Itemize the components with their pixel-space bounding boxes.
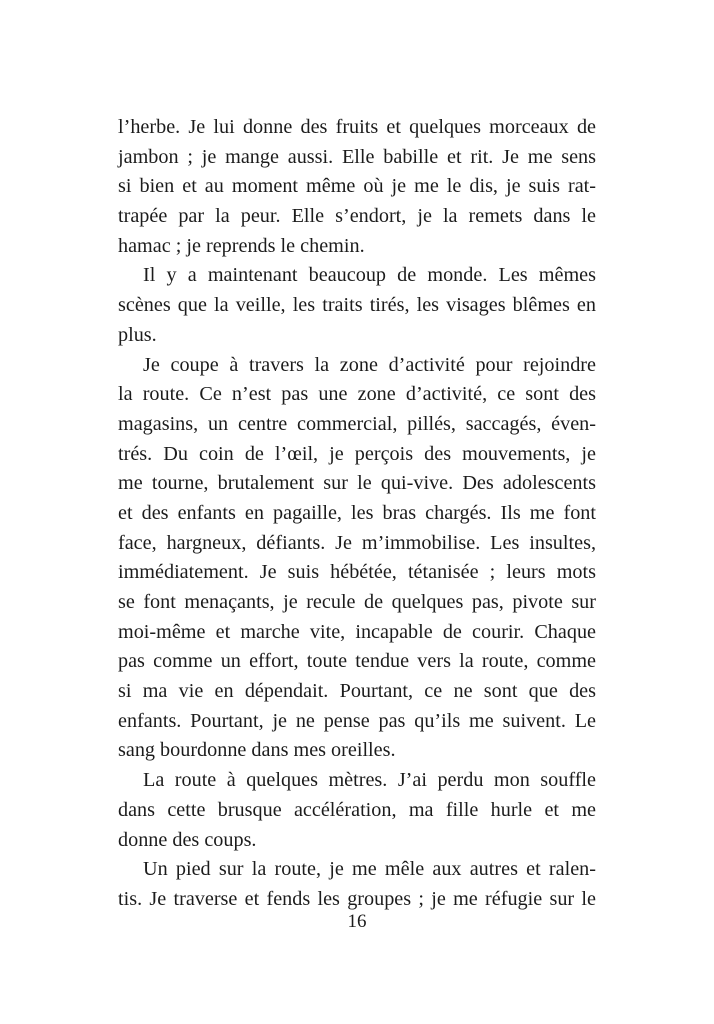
text-line: moi-même et marche vite, incapable de courir. Chaque <box>118 620 596 643</box>
text-line: si ma vie en dépendait. Pourtant, ce ne sont que des <box>118 680 596 703</box>
text-line: hamac ; je reprends le chemin. <box>118 234 365 257</box>
text-line: si bien et au moment même où je me le dis, je suis rat- <box>118 175 596 198</box>
text-line: trapée par la peur. Elle s’endort, je la remets dans le <box>118 205 596 228</box>
text-line: se font menaçants, je recule de quelques pas, pivote sur <box>118 591 596 613</box>
text-line: magasins, un centre commercial, pillés, saccagés, éven- <box>118 412 596 435</box>
body-text <box>118 113 596 915</box>
text-line: pas comme un effort, toute tendue vers la route, comme <box>118 650 596 673</box>
text-line: face, hargneux, défiants. Je m’immobilise. Les insultes, <box>118 531 596 554</box>
text-line: me tourne, brutalement sur le qui-vive. Des adolescents <box>118 472 596 495</box>
text-line: trés. Du coin de l’œil, je perçois des mouvements, je <box>118 442 596 465</box>
text-line: La route à quelques mètres. J’ai perdu mon souffle <box>143 769 596 792</box>
text-line: dans cette brusque accélération, ma fille hurle et me <box>118 798 596 821</box>
text-line: la route. Ce n’est pas une zone d’activité, ce sont des <box>118 383 596 406</box>
page-number: 16 <box>347 911 367 932</box>
text-line: tis. Je traverse et fends les groupes ; je me réfugie sur le <box>118 887 596 910</box>
text-line: sang bourdonne dans mes oreilles. <box>118 739 396 762</box>
text-line: enfants. Pourtant, je ne pense pas qu’ils me suivent. Le <box>118 709 596 732</box>
text-line: jambon ; je mange aussi. Elle babille et rit. Je me sens <box>118 145 596 168</box>
text-line: Un pied sur la route, je me mêle aux autres et ralen- <box>143 858 596 881</box>
text-line: scènes que la veille, les traits tirés, les visages blêmes en <box>118 294 596 317</box>
text-line: Je coupe à travers la zone d’activité pour rejoindre <box>143 353 596 376</box>
text-line: Il y a maintenant beaucoup de monde. Les mêmes <box>143 264 596 287</box>
text-line: plus. <box>118 323 157 346</box>
text-line: l’herbe. Je lui donne des fruits et quelques morceaux de <box>118 116 596 138</box>
text-line: et des enfants en pagaille, les bras chargés. Ils me font <box>118 501 596 524</box>
text-line: immédiatement. Je suis hébétée, tétanisée ; leurs mots <box>118 561 596 584</box>
text-line: donne des coups. <box>118 828 257 851</box>
